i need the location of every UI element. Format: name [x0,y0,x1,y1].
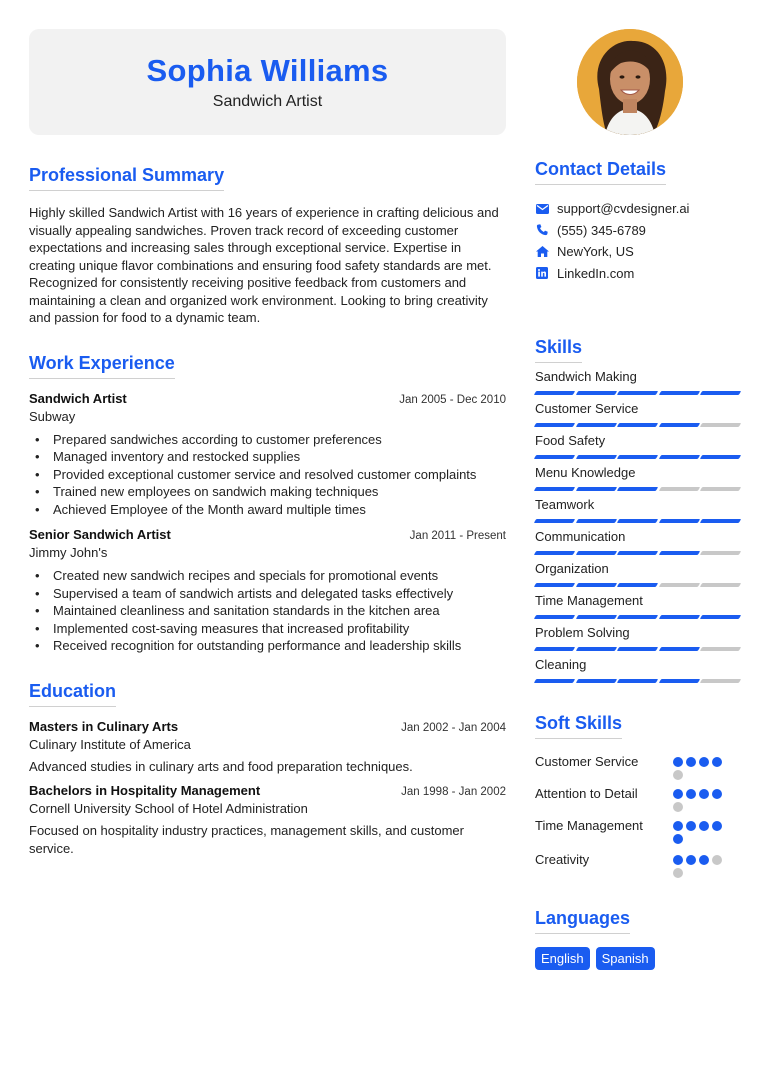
skill-item [535,657,740,683]
soft-skill-item [535,754,740,780]
left-column [29,165,506,857]
contact-location-text: NewYork, US [557,244,634,260]
rating-dot-filled [673,821,683,831]
education-date: Jan 2002 - Jan 2004 [401,721,506,734]
profile-photo [577,29,683,135]
language-badge: Spanish [596,947,655,970]
skill-segment-filled [575,391,616,395]
job-bullets [29,567,506,655]
contact-section [535,159,740,284]
skill-segment-filled [659,679,700,683]
skill-item [535,593,740,619]
soft-skill-item [535,818,740,844]
skill-level-bar [535,423,740,427]
rating-dot-filled [673,757,683,767]
rating-dot-filled [699,855,709,865]
skill-segment-filled [534,615,575,619]
degree-title: Masters in Culinary Arts [29,718,179,734]
skill-segment-filled [659,391,700,395]
languages-heading: Languages [535,908,630,934]
skill-segment-filled [617,391,658,395]
skill-level-bar [535,647,740,651]
rating-dot-filled [673,855,683,865]
work-experience-section [29,353,506,655]
soft-skill-name: Customer Service [535,754,639,769]
job-bullet: • Achieved Employee of the Month award multiple times [35,501,506,519]
rating-dot-filled [686,789,696,799]
languages-section [535,908,740,970]
rating-dot-filled [712,757,722,767]
right-column [535,159,740,970]
skills-section [535,337,740,683]
summary-heading: Professional Summary [29,165,224,191]
job-entry [29,391,506,519]
soft-skill-name: Creativity [535,852,590,867]
skill-segment-filled [659,455,700,459]
rating-dot-filled [699,821,709,831]
rating-dot-filled [699,789,709,799]
skill-segment-filled [575,679,616,683]
skill-name: Teamwork [535,497,595,512]
skill-segment-filled [617,615,658,619]
education-section [29,681,506,858]
contact-location [535,241,740,263]
professional-summary-section [29,165,506,327]
rating-dot-filled [712,789,722,799]
education-heading: Education [29,681,116,707]
soft-skill-name: Time Management [535,818,643,833]
job-bullet: • Prepared sandwiches according to customer preferences [35,431,506,449]
job-bullet: • Supervised a team of sandwich artists and delegated tasks effectively [35,585,506,603]
job-bullet: • Managed inventory and restocked supplies [35,448,506,466]
contact-linkedin[interactable] [535,263,740,285]
skill-name: Time Management [535,593,643,608]
soft-skills-heading: Soft Skills [535,713,622,739]
candidate-name: Sophia Williams [146,53,389,88]
skills-list [535,369,740,683]
skill-segment-empty [700,487,741,491]
contact-phone-text: (555) 345-6789 [557,222,646,238]
rating-dot-empty [673,770,683,780]
rating-dot-filled [686,855,696,865]
rating-dot-empty [712,855,722,865]
skill-level-bar [535,615,740,619]
skill-segment-filled [617,455,658,459]
skill-segment-empty [700,551,741,555]
skill-segment-filled [659,551,700,555]
skill-segment-filled [534,391,575,395]
skill-item [535,561,740,587]
contact-phone[interactable] [535,220,740,242]
school-name: Culinary Institute of America [29,736,191,752]
home-icon [535,245,549,259]
skill-level-bar [535,551,740,555]
skill-segment-filled [700,455,741,459]
linkedin-icon [535,266,549,280]
education-entry [29,719,506,776]
skill-segment-filled [659,519,700,523]
skill-segment-filled [659,423,700,427]
skill-level-bar [535,583,740,587]
job-bullet: • Created new sandwich recipes and specials for promotional events [35,567,506,585]
soft-skill-rating [673,818,731,844]
skill-segment-filled [700,615,741,619]
soft-skill-rating [673,786,731,812]
skill-segment-filled [700,519,741,523]
job-bullet: • Maintained cleanliness and sanitation standards in the kitchen area [35,602,506,620]
soft-skill-rating [673,754,731,780]
skill-name: Customer Service [535,401,639,416]
soft-skill-item [535,852,740,878]
rating-dot-filled [673,834,683,844]
skill-segment-filled [617,583,658,587]
contact-email-text: support@cvdesigner.ai [557,201,690,217]
skill-item [535,433,740,459]
skill-segment-empty [700,423,741,427]
skill-segment-empty [700,583,741,587]
skill-name: Cleaning [535,657,587,672]
skill-segment-filled [534,455,575,459]
skill-item [535,625,740,651]
skill-segment-filled [534,487,575,491]
skill-name: Problem Solving [535,625,630,640]
job-date: Jan 2005 - Dec 2010 [399,393,506,406]
skill-segment-empty [700,647,741,651]
job-entry [29,527,506,655]
job-company: Jimmy John's [29,545,108,560]
job-bullet: • Received recognition for outstanding performance and leadership skills [35,637,506,655]
job-bullet: • Trained new employees on sandwich making techniques [35,483,506,501]
skill-level-bar [535,679,740,683]
skill-level-bar [535,519,740,523]
skill-segment-filled [575,519,616,523]
skill-segment-filled [575,583,616,587]
skill-segment-filled [700,391,741,395]
skill-item [535,465,740,491]
skills-heading: Skills [535,337,582,363]
rating-dot-filled [686,757,696,767]
language-badge: English [535,947,590,970]
skill-segment-filled [575,423,616,427]
education-description: Advanced studies in culinary arts and food preparation techniques. [29,758,413,774]
job-title: Sandwich Artist [29,390,127,406]
skill-segment-filled [575,647,616,651]
skill-segment-filled [534,519,575,523]
contact-heading: Contact Details [535,159,666,185]
skill-segment-filled [575,455,616,459]
skill-segment-filled [617,519,658,523]
skill-name: Food Safety [535,433,606,448]
school-name: Cornell University School of Hotel Administration [29,801,308,816]
contact-linkedin-text: LinkedIn.com [557,265,635,281]
experience-heading: Work Experience [29,353,175,379]
skill-segment-filled [575,487,616,491]
rating-dot-filled [673,789,683,799]
skill-segment-filled [534,583,575,587]
rating-dot-filled [686,821,696,831]
skill-segment-filled [575,615,616,619]
job-bullet: • Provided exceptional customer service and resolved customer complaints [35,466,506,484]
skill-segment-filled [534,551,575,555]
job-bullets [29,431,506,519]
soft-skills-list [535,754,740,878]
education-description: Focused on hospitality industry practices, management skills, and customer service. [29,823,464,856]
education-entry [29,783,506,857]
soft-skill-rating [673,852,731,878]
job-bullet: • Implemented cost-saving measures that increased profitability [35,620,506,638]
skill-item [535,529,740,555]
skill-name: Communication [535,529,626,544]
skill-level-bar [535,487,740,491]
skill-segment-filled [575,551,616,555]
skill-segment-filled [534,679,575,683]
skill-segment-filled [534,423,575,427]
education-date: Jan 1998 - Jan 2002 [401,786,506,798]
skill-segment-empty [700,679,741,683]
rating-dot-empty [673,868,683,878]
skill-segment-filled [534,647,575,651]
phone-icon [535,223,549,237]
skill-name: Organization [535,561,609,576]
job-title: Senior Sandwich Artist [29,527,171,542]
candidate-title: Sandwich Artist [212,93,323,110]
skill-segment-filled [659,615,700,619]
skill-item [535,401,740,427]
contact-email[interactable] [535,198,740,220]
rating-dot-filled [699,757,709,767]
soft-skills-section [535,713,740,878]
email-icon [535,202,549,216]
job-company: Subway [29,408,76,424]
job-date: Jan 2011 - Present [409,530,506,542]
skill-segment-filled [617,647,658,651]
skill-segment-filled [617,551,658,555]
skill-level-bar [535,391,740,395]
skill-segment-filled [617,679,658,683]
skill-item [535,369,740,395]
skill-item [535,497,740,523]
rating-dot-filled [712,821,722,831]
degree-title: Bachelors in Hospitality Management [29,783,261,798]
rating-dot-empty [673,802,683,812]
header-box [29,29,506,135]
skill-segment-empty [659,487,700,491]
skill-segment-filled [617,423,658,427]
avatar-illustration [577,29,683,135]
skill-level-bar [535,455,740,459]
skill-segment-empty [659,583,700,587]
skill-segment-filled [617,487,658,491]
soft-skill-item [535,786,740,812]
skill-name: Sandwich Making [535,369,637,384]
skill-segment-filled [659,647,700,651]
skill-name: Menu Knowledge [535,465,636,480]
soft-skill-name: Attention to Detail [535,786,638,801]
summary-text: Highly skilled Sandwich Artist with 16 years of experience in crafting delicious and visually appealing sandwiches. Proven track record of exceeding customer expectations and increasing sales through exceptional service. Expertise in creating unique flavor combinations and ensuring food safety standards are met. Recognized for consistently receiving positive feedback from customers and maintaining a clean and organized work environment. Looking to bring creativity and passion for food to a dynamic team. [29,205,499,325]
